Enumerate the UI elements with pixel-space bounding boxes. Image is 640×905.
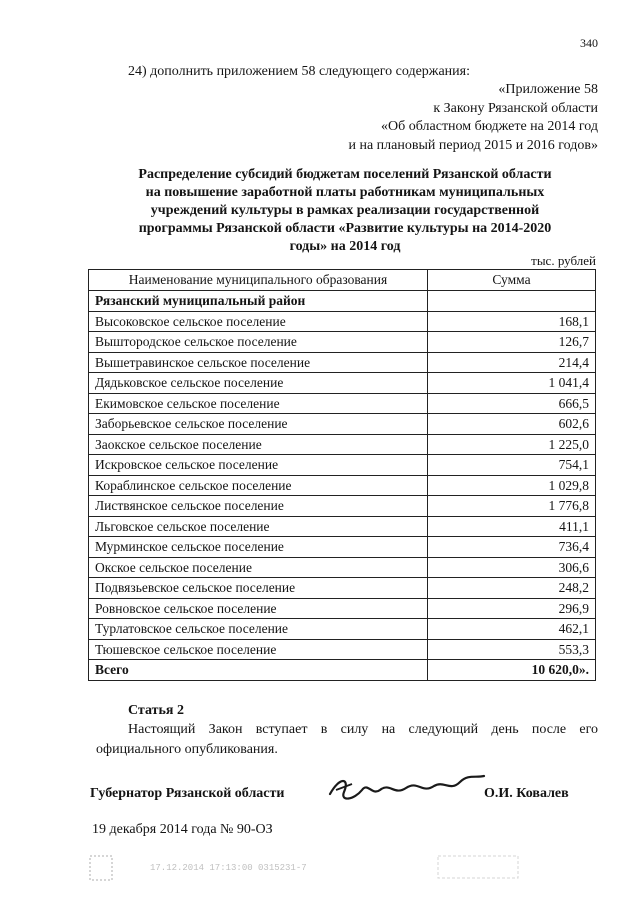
settlement-name-cell: Мурминское сельское поселение xyxy=(89,537,428,558)
settlement-sum-cell: 754,1 xyxy=(428,455,596,476)
governor-name: О.И. Ковалев xyxy=(484,786,569,801)
intro-text: 24) дополнить приложением 58 следующего содержания: xyxy=(128,64,470,79)
settlement-sum-cell: 1 225,0 xyxy=(428,434,596,455)
settlement-name-cell: Турлатовское сельское поселение xyxy=(89,619,428,640)
table-row xyxy=(89,393,596,414)
table-row xyxy=(89,557,596,578)
settlement-sum-cell: 1 776,8 xyxy=(428,496,596,517)
settlement-sum-cell: 1 041,4 xyxy=(428,373,596,394)
settlement-name-cell: Высоковское сельское поселение xyxy=(89,311,428,332)
stamp-text: 17.12.2014 17:13:00 0315231-7 xyxy=(150,863,307,873)
unit-label: тыс. рублей xyxy=(531,253,596,268)
title-line: годы» на 2014 год xyxy=(289,239,401,254)
table-row xyxy=(89,332,596,353)
total-row xyxy=(89,660,596,681)
appendix-header-line: и на плановый период 2015 и 2016 годов» xyxy=(348,137,598,153)
settlement-name-cell: Подвязьевское сельское поселение xyxy=(89,578,428,599)
settlement-sum-cell: 736,4 xyxy=(428,537,596,558)
print-stamp xyxy=(88,848,558,893)
table-row xyxy=(89,475,596,496)
stamp-seal-icon xyxy=(88,848,558,888)
district-row xyxy=(89,291,596,312)
page-number: 340 xyxy=(580,36,598,50)
title-line: программы Рязанской области «Развитие культуры на 2014-2020 xyxy=(138,221,552,236)
table-row xyxy=(89,598,596,619)
header-name-cell: Наименование муниципального образования xyxy=(89,270,428,291)
settlement-name-cell: Заборьевское сельское поселение xyxy=(89,414,428,435)
article-heading: Статья 2 xyxy=(128,703,184,718)
settlement-name-cell: Вышетравинское сельское поселение xyxy=(89,352,428,373)
appendix-header xyxy=(348,81,598,155)
settlement-sum-cell: 602,6 xyxy=(428,414,596,435)
table-row xyxy=(89,639,596,660)
table-row xyxy=(89,311,596,332)
table-row xyxy=(89,496,596,517)
settlement-name-cell: Ровновское сельское поселение xyxy=(89,598,428,619)
table-row xyxy=(89,578,596,599)
subsidy-table xyxy=(88,269,596,681)
table-row xyxy=(89,373,596,394)
settlement-sum-cell: 168,1 xyxy=(428,311,596,332)
settlement-name-cell: Окское сельское поселение xyxy=(89,557,428,578)
title-line: на повышение заработной платы работникам муниципальных xyxy=(145,185,545,200)
settlement-name-cell: Кораблинское сельское поселение xyxy=(89,475,428,496)
settlement-sum-cell: 126,7 xyxy=(428,332,596,353)
settlement-name-cell: Льговское сельское поселение xyxy=(89,516,428,537)
table-row xyxy=(89,455,596,476)
settlement-sum-cell: 306,6 xyxy=(428,557,596,578)
district-name-cell: Рязанский муниципальный район xyxy=(89,291,428,312)
settlement-name-cell: Заокское сельское поселение xyxy=(89,434,428,455)
district-sum-cell xyxy=(428,291,596,312)
title-line: Распределение субсидий бюджетам поселений Рязанской области xyxy=(138,167,552,182)
settlement-name-cell: Искровское сельское поселение xyxy=(89,455,428,476)
table-header-row xyxy=(89,270,596,291)
settlement-name-cell: Тюшевское сельское поселение xyxy=(89,639,428,660)
appendix-header-line: «Приложение 58 xyxy=(498,82,598,97)
document-title xyxy=(110,166,580,256)
date-line: 19 декабря 2014 года № 90-ОЗ xyxy=(92,822,273,837)
settlement-sum-cell: 296,9 xyxy=(428,598,596,619)
settlement-name-cell: Дядьковское сельское поселение xyxy=(89,373,428,394)
settlement-sum-cell: 411,1 xyxy=(428,516,596,537)
settlement-name-cell: Листвянское сельское поселение xyxy=(89,496,428,517)
settlement-sum-cell: 462,1 xyxy=(428,619,596,640)
table-row xyxy=(89,516,596,537)
table-row xyxy=(89,434,596,455)
appendix-header-line: к Закону Рязанской области xyxy=(433,100,598,116)
settlement-sum-cell: 214,4 xyxy=(428,352,596,373)
settlement-name-cell: Екимовское сельское поселение xyxy=(89,393,428,414)
table-row xyxy=(89,414,596,435)
title-line: учреждений культуры в рамках реализации государственной xyxy=(150,203,540,218)
governor-title: Губернатор Рязанской области xyxy=(90,786,285,801)
settlement-name-cell: Выштородское сельское поселение xyxy=(89,332,428,353)
header-sum-cell: Сумма xyxy=(428,270,596,291)
settlement-sum-cell: 666,5 xyxy=(428,393,596,414)
appendix-header-line: «Об областном бюджете на 2014 год xyxy=(381,119,598,134)
total-label-cell: Всего xyxy=(89,660,428,681)
settlement-sum-cell: 248,2 xyxy=(428,578,596,599)
total-sum-cell: 10 620,0». xyxy=(428,660,596,681)
signature-icon xyxy=(322,770,492,814)
settlement-sum-cell: 553,3 xyxy=(428,639,596,660)
table-row xyxy=(89,619,596,640)
law-text: Настоящий Закон вступает в силу на следующий день после его официального опубликования. xyxy=(96,722,598,757)
settlement-sum-cell: 1 029,8 xyxy=(428,475,596,496)
table-row xyxy=(89,537,596,558)
table-row xyxy=(89,352,596,373)
